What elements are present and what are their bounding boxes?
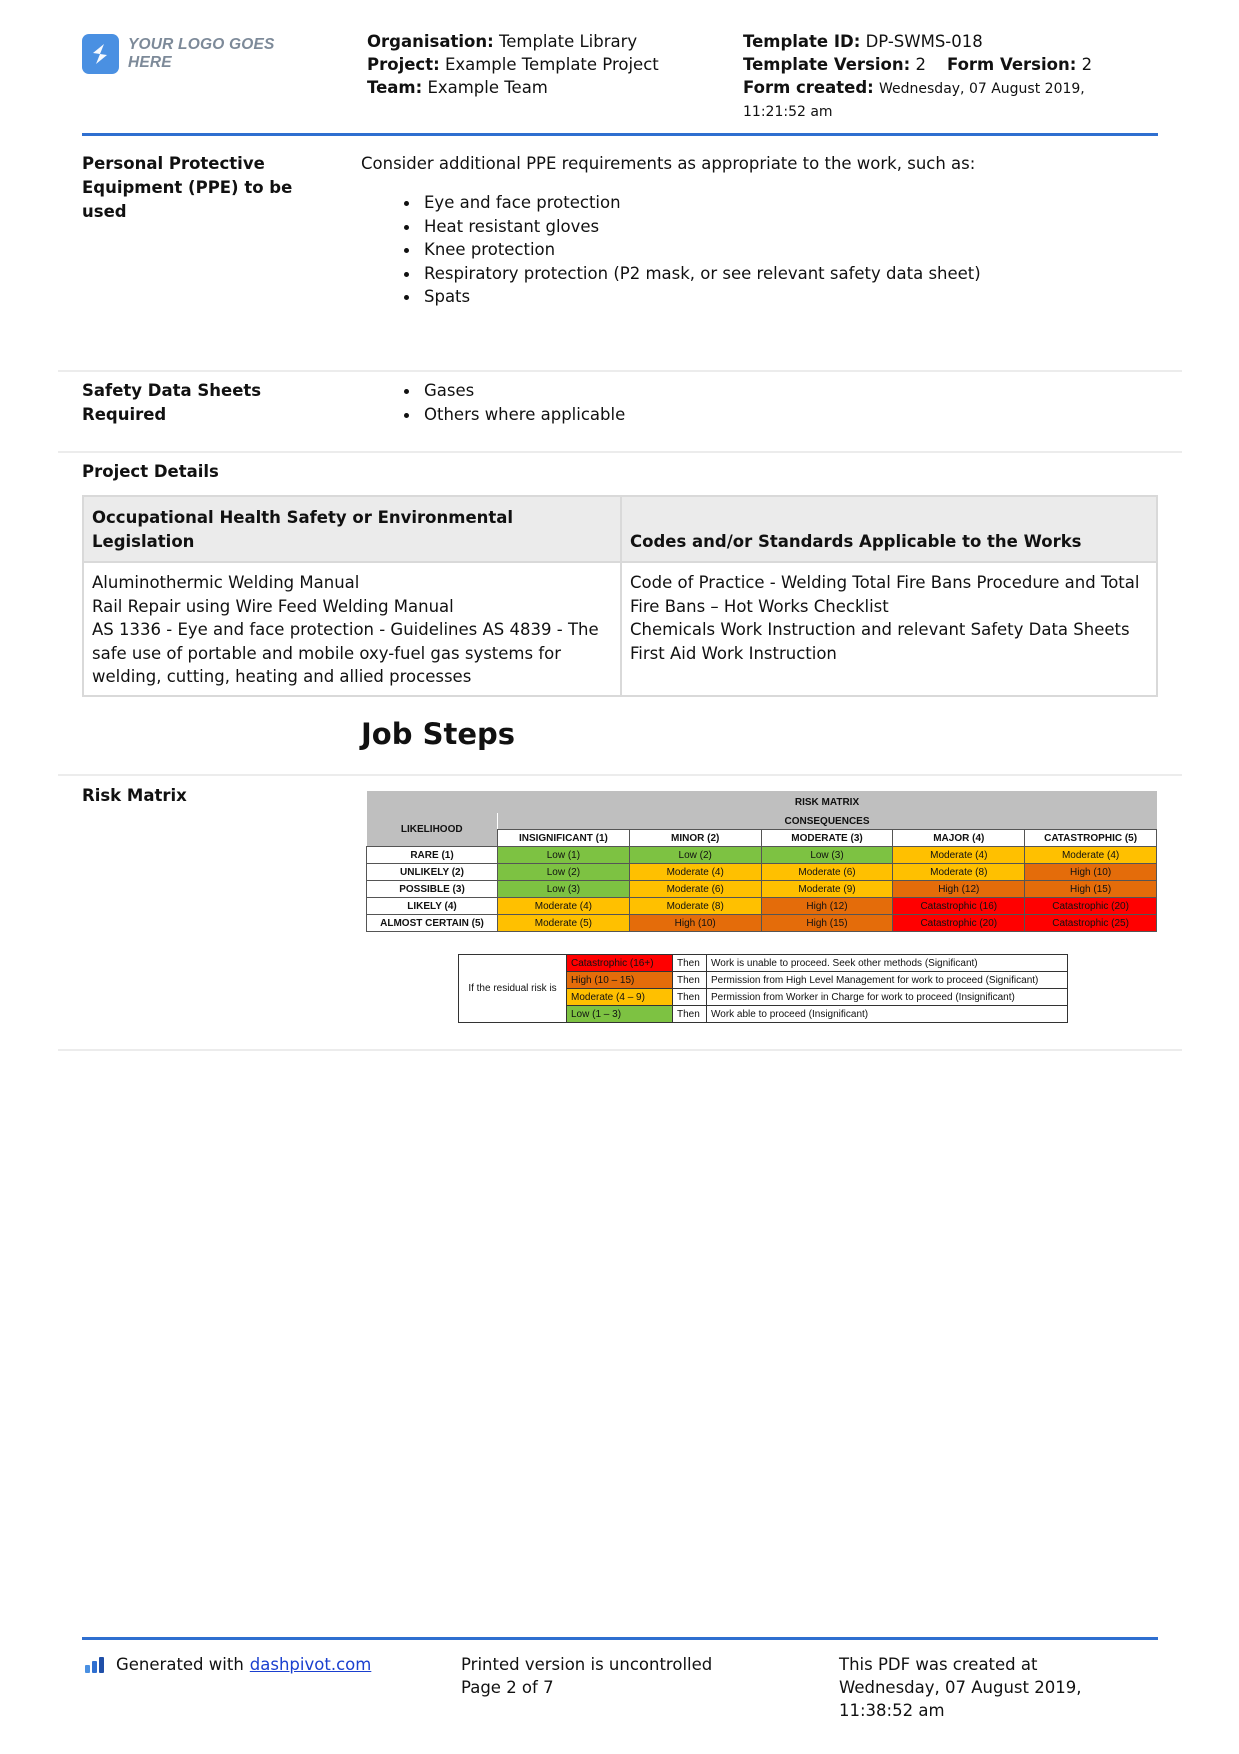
risk-cell: Moderate (8) bbox=[893, 864, 1025, 881]
risk-cell: High (15) bbox=[761, 915, 893, 932]
legend-action: Permission from Worker in Charge for work to proceed (Insignificant) bbox=[707, 989, 1068, 1006]
legend-then: Then bbox=[673, 972, 707, 989]
risk-cell: Moderate (8) bbox=[629, 898, 761, 915]
risk-cell: Low (3) bbox=[761, 847, 893, 864]
legend-action: Work able to proceed (Insignificant) bbox=[707, 1006, 1068, 1023]
risk-cell: Moderate (4) bbox=[1025, 847, 1157, 864]
legislation-line: Rail Repair using Wire Feed Welding Manual bbox=[92, 596, 454, 616]
legend-then: Then bbox=[673, 955, 707, 972]
likelihood-row-label: ALMOST CERTAIN (5) bbox=[367, 915, 498, 932]
risk-matrix-title: RISK MATRIX bbox=[498, 791, 1157, 813]
footer-created-info bbox=[839, 1653, 1081, 1722]
template-version-label: Template Version: bbox=[743, 55, 911, 74]
section-divider bbox=[58, 774, 1182, 776]
section-divider bbox=[58, 451, 1182, 453]
risk-cell: Low (2) bbox=[629, 847, 761, 864]
risk-matrix-table bbox=[366, 791, 1157, 932]
likelihood-header: LIKELIHOOD bbox=[367, 813, 498, 847]
team-value: Example Team bbox=[427, 78, 548, 97]
risk-cell: High (12) bbox=[761, 898, 893, 915]
list-item: Gases bbox=[361, 379, 1161, 403]
likelihood-row-label: LIKELY (4) bbox=[367, 898, 498, 915]
risk-cell: Catastrophic (16) bbox=[893, 898, 1025, 915]
risk-cell: Low (2) bbox=[498, 864, 630, 881]
likelihood-row-label: POSSIBLE (3) bbox=[367, 881, 498, 898]
dashpivot-icon bbox=[85, 1656, 107, 1674]
job-steps-title: Job Steps bbox=[361, 717, 516, 751]
table-row bbox=[367, 864, 1157, 881]
header-project-info bbox=[367, 30, 707, 99]
risk-cell: Moderate (5) bbox=[498, 915, 630, 932]
org-value: Template Library bbox=[498, 32, 638, 51]
legend-level: Moderate (4 – 9) bbox=[567, 989, 673, 1006]
team-label: Team: bbox=[367, 78, 423, 97]
legislation-header: Occupational Health Safety or Environmental Legislation bbox=[84, 497, 620, 561]
risk-matrix-title-row bbox=[367, 791, 1157, 813]
risk-cell: Moderate (4) bbox=[629, 864, 761, 881]
org-label: Organisation: bbox=[367, 32, 494, 51]
list-item: Knee protection bbox=[361, 238, 1161, 262]
form-created-label: Form created: bbox=[743, 78, 874, 97]
risk-cell: Moderate (4) bbox=[893, 847, 1025, 864]
table-row bbox=[84, 561, 1156, 695]
generated-prefix: Generated with bbox=[116, 1655, 244, 1674]
project-label: Project: bbox=[367, 55, 440, 74]
consequence-column: MINOR (2) bbox=[629, 830, 761, 847]
legislation-cell bbox=[84, 563, 620, 695]
footer-print-info bbox=[461, 1653, 712, 1699]
project-details-title: Project Details bbox=[82, 462, 219, 481]
list-item: Eye and face protection bbox=[361, 191, 1161, 215]
project-details-table bbox=[82, 495, 1158, 697]
template-id-value: DP-SWMS-018 bbox=[865, 32, 983, 51]
list-item: Heat resistant gloves bbox=[361, 215, 1161, 239]
legend-action: Permission from High Level Management for work to proceed (Significant) bbox=[707, 972, 1068, 989]
list-item: Others where applicable bbox=[361, 403, 1161, 427]
table-row bbox=[367, 847, 1157, 864]
table-header-row bbox=[84, 497, 1156, 561]
section-divider bbox=[58, 370, 1182, 372]
legend-action: Work is unable to proceed. Seek other methods (Significant) bbox=[707, 955, 1068, 972]
risk-cell: Low (3) bbox=[498, 881, 630, 898]
template-id-label: Template ID: bbox=[743, 32, 861, 51]
form-created-time: 11:21:52 am bbox=[743, 104, 833, 120]
form-created-value: Wednesday, 07 August 2019, bbox=[879, 81, 1085, 97]
form-version-value: 2 bbox=[1081, 55, 1093, 74]
ppe-intro: Consider additional PPE requirements as appropriate to the work, such as: bbox=[361, 154, 976, 173]
footer-generated bbox=[85, 1653, 371, 1676]
risk-matrix-label: Risk Matrix bbox=[82, 786, 187, 805]
sds-label: Safety Data Sheets Required bbox=[82, 381, 262, 424]
form-version-label: Form Version: bbox=[946, 55, 1077, 74]
dashpivot-link[interactable]: dashpivot.com bbox=[249, 1655, 372, 1674]
risk-cell: Moderate (4) bbox=[498, 898, 630, 915]
header-template-info bbox=[743, 30, 1143, 124]
codes-line: Chemicals Work Instruction and relevant Safety Data Sheets bbox=[630, 620, 1130, 639]
risk-cell: Catastrophic (25) bbox=[1025, 915, 1157, 932]
legend-level: Catastrophic (16+) bbox=[567, 955, 673, 972]
risk-cell: High (10) bbox=[629, 915, 761, 932]
consequences-header: CONSEQUENCES bbox=[498, 813, 1157, 830]
legend-level: Low (1 – 3) bbox=[567, 1006, 673, 1023]
table-row bbox=[367, 881, 1157, 898]
legend-then: Then bbox=[673, 1006, 707, 1023]
table-row bbox=[459, 955, 1068, 972]
legislation-line: Aluminothermic Welding Manual bbox=[92, 573, 360, 592]
consequence-column: CATASTROPHIC (5) bbox=[1025, 830, 1157, 847]
list-item: Respiratory protection (P2 mask, or see relevant safety data sheet) bbox=[361, 262, 1161, 286]
pdf-created-line: This PDF was created at bbox=[839, 1655, 1038, 1674]
risk-cell: Low (1) bbox=[498, 847, 630, 864]
risk-cell: Moderate (6) bbox=[761, 864, 893, 881]
codes-cell bbox=[620, 563, 1156, 695]
risk-legend bbox=[458, 954, 1068, 1023]
risk-cell: Moderate (9) bbox=[761, 881, 893, 898]
consequence-column: MODERATE (3) bbox=[761, 830, 893, 847]
section-divider bbox=[58, 1049, 1182, 1051]
codes-header: Codes and/or Standards Applicable to the Works bbox=[620, 497, 1156, 561]
codes-line: First Aid Work Instruction bbox=[630, 643, 837, 663]
printed-notice: Printed version is uncontrolled bbox=[461, 1655, 713, 1674]
likelihood-row-label: UNLIKELY (2) bbox=[367, 864, 498, 881]
risk-cell: High (15) bbox=[1025, 881, 1157, 898]
sds-list bbox=[361, 379, 1161, 426]
pdf-created-line: Wednesday, 07 August 2019, bbox=[839, 1678, 1082, 1697]
consequence-column: MAJOR (4) bbox=[893, 830, 1025, 847]
risk-legend-table bbox=[458, 954, 1068, 1023]
risk-cell: Catastrophic (20) bbox=[1025, 898, 1157, 915]
logo-icon bbox=[82, 34, 119, 74]
codes-line: Code of Practice - Welding Total Fire Bans Procedure and Total Fire Bans – Hot Works Checklist bbox=[630, 573, 1140, 616]
header-divider bbox=[82, 133, 1158, 136]
template-version-value: 2 bbox=[915, 55, 926, 74]
list-item: Spats bbox=[361, 285, 1161, 309]
likelihood-row-label: RARE (1) bbox=[367, 847, 498, 864]
risk-cell: Moderate (6) bbox=[629, 881, 761, 898]
logo-text: YOUR LOGO GOES HERE bbox=[127, 36, 275, 71]
project-value: Example Template Project bbox=[444, 55, 659, 74]
ppe-list bbox=[361, 191, 1161, 309]
risk-cell: Catastrophic (20) bbox=[893, 915, 1025, 932]
table-row bbox=[367, 898, 1157, 915]
legend-intro: If the residual risk is bbox=[459, 955, 567, 1023]
company-logo bbox=[82, 33, 308, 75]
page-number: Page 2 of 7 bbox=[461, 1678, 554, 1697]
pdf-created-line: 11:38:52 am bbox=[839, 1701, 945, 1720]
consequence-column: INSIGNIFICANT (1) bbox=[498, 830, 630, 847]
ppe-label: Personal Protective Equipment (PPE) to be used bbox=[82, 154, 293, 221]
risk-cell: High (12) bbox=[893, 881, 1025, 898]
legislation-line: AS 1336 - Eye and face protection - Guidelines AS 4839 - The safe use of portable and mobile oxy-fuel gas systems for welding, cutting, heating and allied processes bbox=[92, 620, 599, 686]
risk-matrix-image bbox=[366, 791, 1157, 932]
risk-cell: High (10) bbox=[1025, 864, 1157, 881]
footer-divider bbox=[82, 1637, 1158, 1640]
legend-level: High (10 – 15) bbox=[567, 972, 673, 989]
legend-then: Then bbox=[673, 989, 707, 1006]
table-row bbox=[367, 915, 1157, 932]
